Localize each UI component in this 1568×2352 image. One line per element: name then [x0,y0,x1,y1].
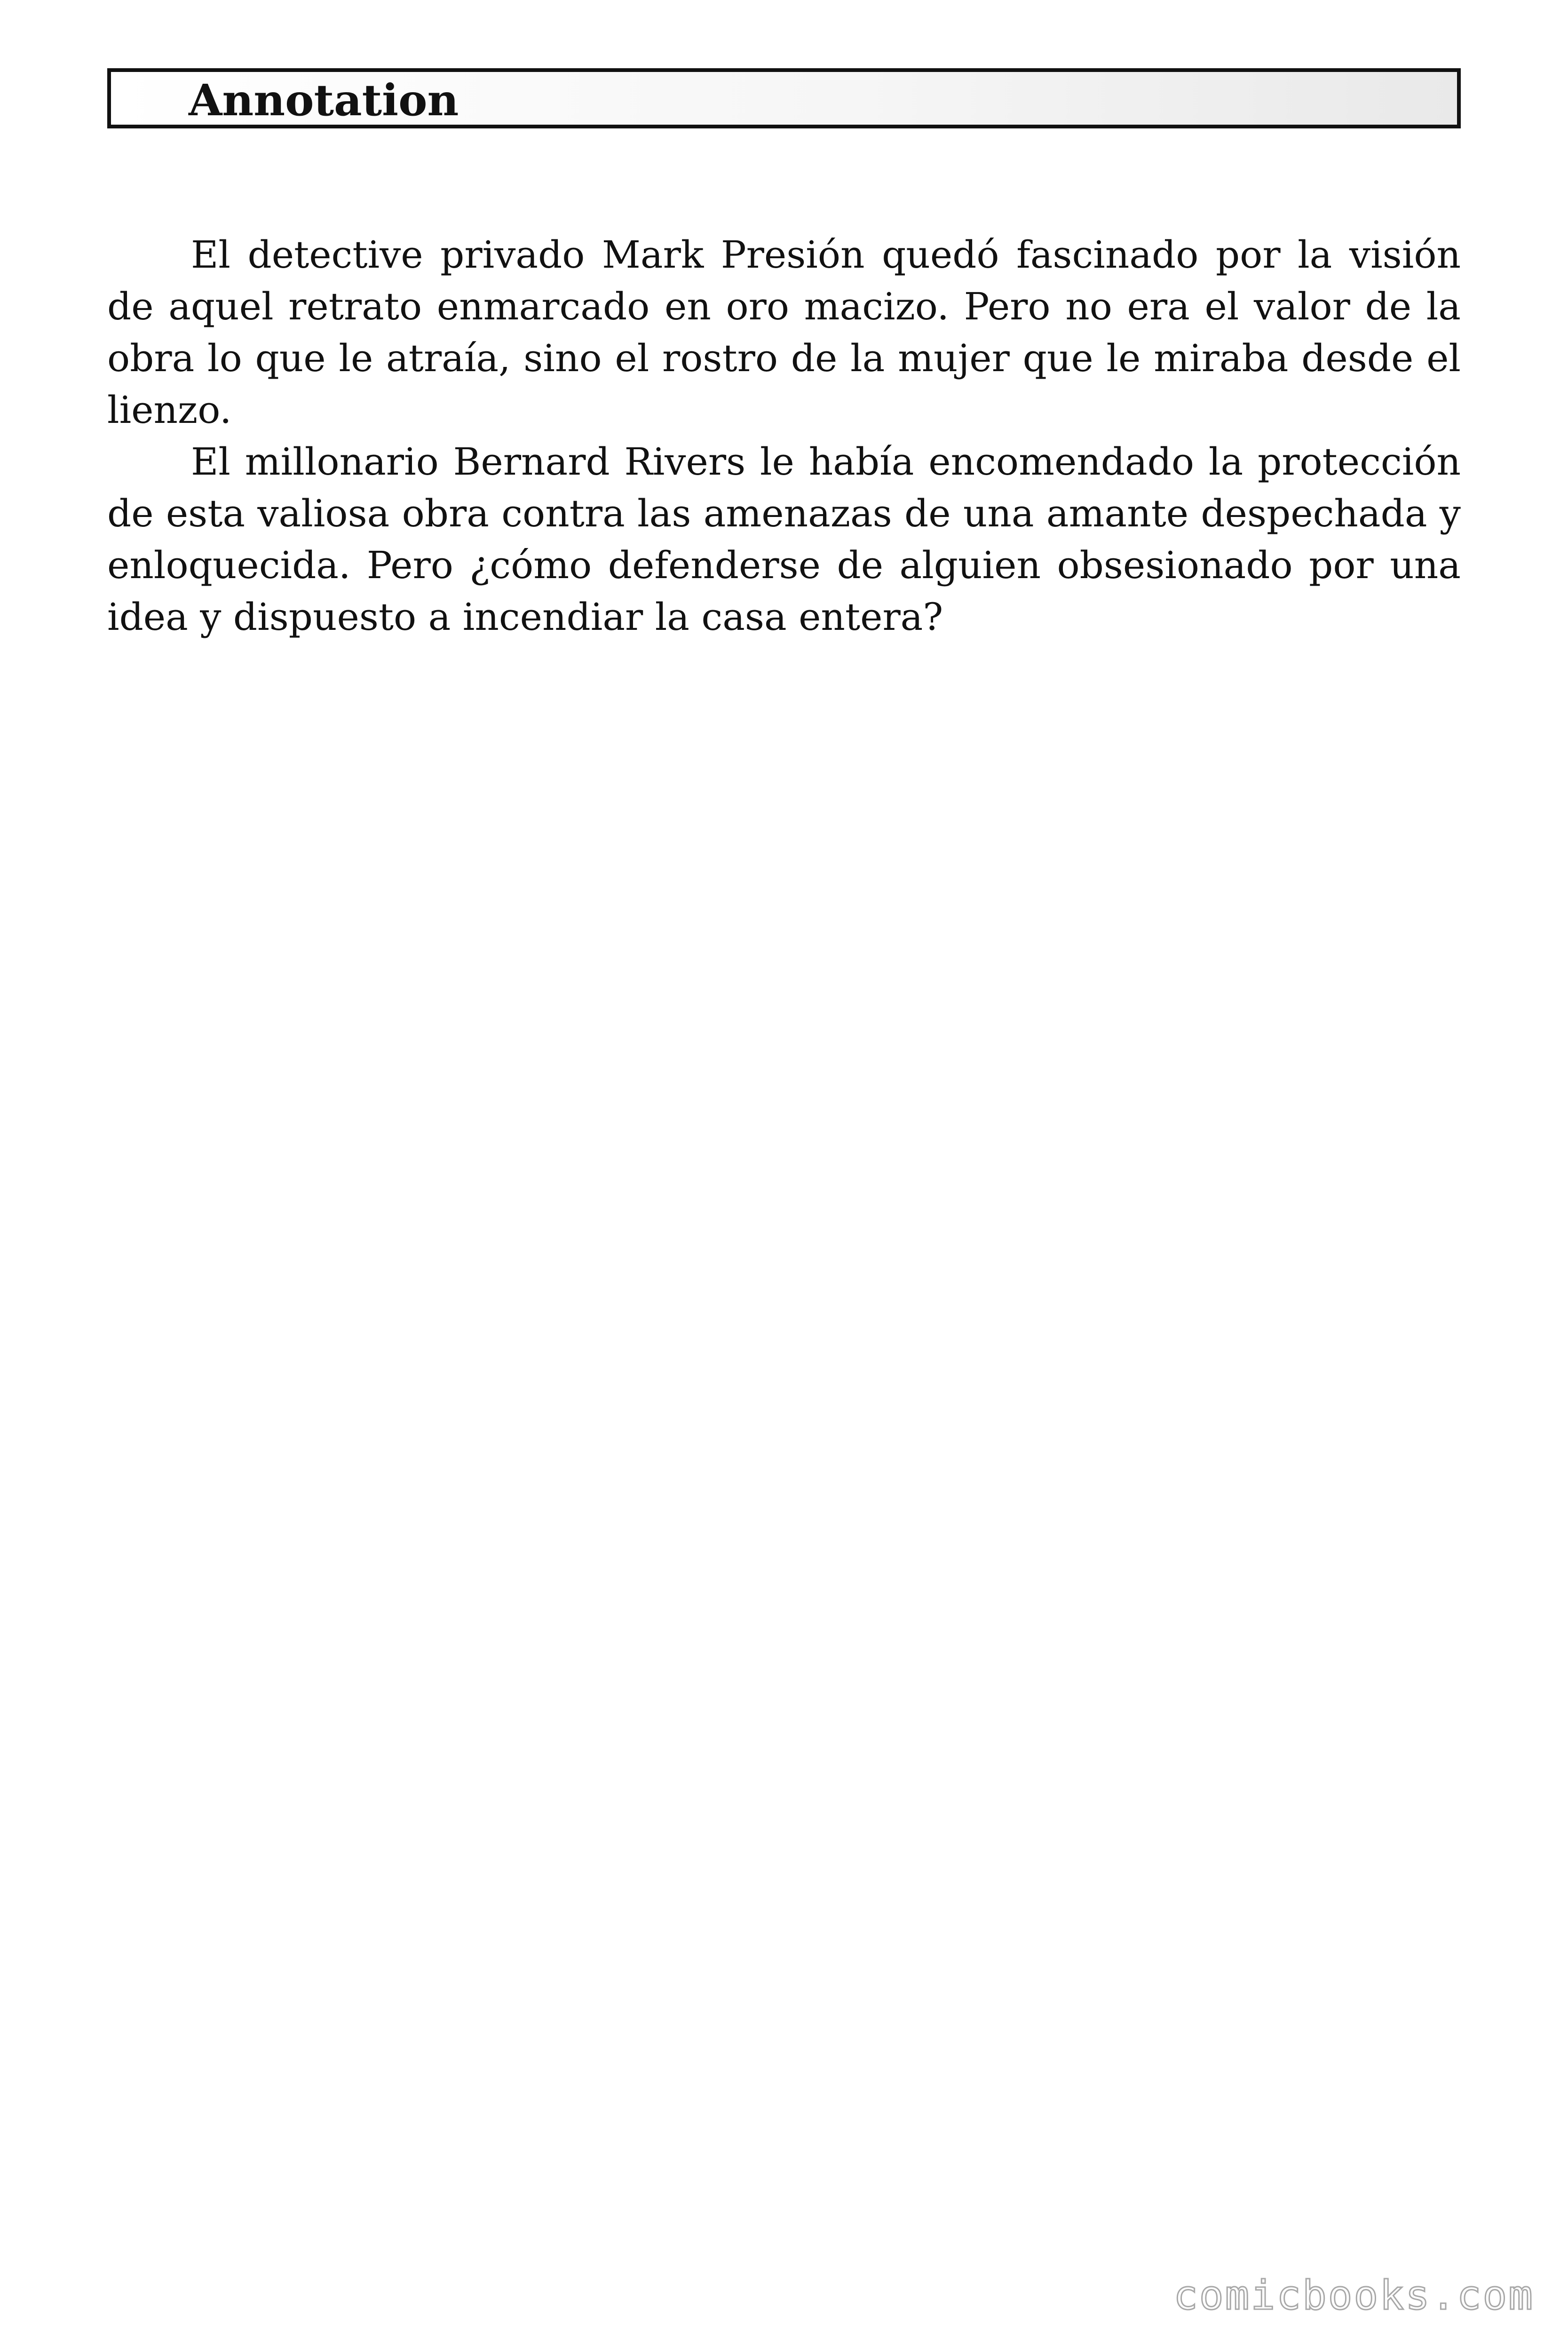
annotation-body [107,229,1461,643]
watermark: comicbooks.com [1173,2272,1534,2319]
paragraph-2: El millonario Bernard Rivers le había encomendado la protección de esta valiosa obra contra las amenazas de una amante despechada y enloquecida. Pero ¿cómo defenderse de alguien obsesionado por una idea y dispuesto a incendiar la casa entera? [107,440,1461,639]
annotation-heading: Annotation [189,75,459,126]
annotation-heading-box [107,68,1461,128]
paragraph-1: El detective privado Mark Presión quedó fascinado por la visión de aquel retrato enmarcado en oro macizo. Pero no era el valor de la obra lo que le atraía, sino el rostro de la mujer que le miraba desde el lienzo. [107,233,1461,432]
